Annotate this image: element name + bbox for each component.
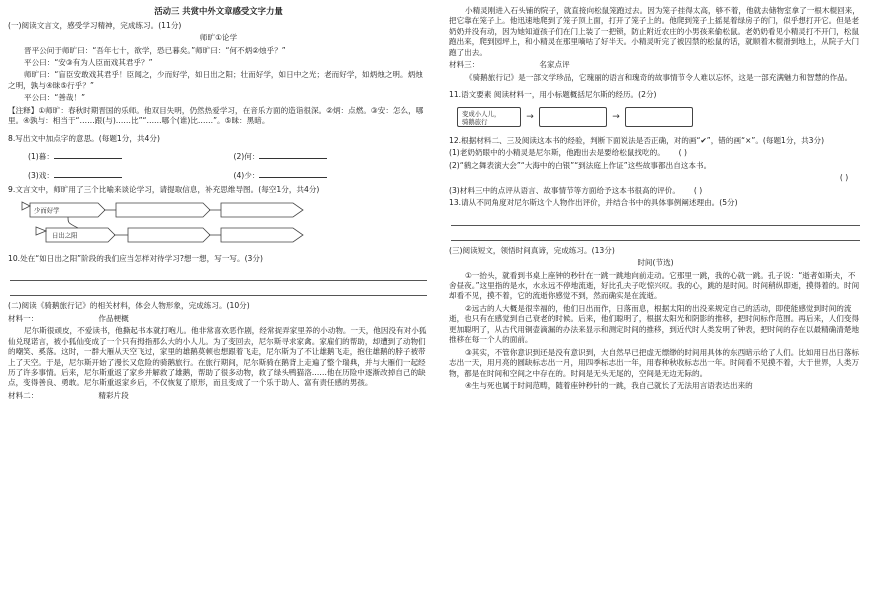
mind-map-label: 少而好学: [34, 206, 60, 215]
mind-map-label: 日出之阳: [52, 231, 78, 240]
question-11: 11.语文要素 阅读材料一，用小标题概括尼尔斯的经历。(2分): [449, 90, 657, 100]
material-title: 名家点评: [539, 60, 570, 70]
material-title: 精彩片段: [98, 390, 129, 400]
q8-item: (4)少：: [234, 169, 430, 181]
arrow-right-icon: →: [526, 111, 534, 122]
q12-item: (3)材料三中的点评从语言、故事情节等方面给予这本书很高的评价。 ( ): [449, 186, 862, 196]
answer-blank[interactable]: [259, 150, 327, 159]
answer-line[interactable]: [451, 226, 860, 241]
material-title: 作品梗概: [98, 313, 129, 323]
mind-map-arrow-box: [221, 203, 303, 217]
flow-box-blank[interactable]: [539, 107, 607, 127]
mind-map-arrow-box: [128, 228, 210, 242]
passage-paragraph: 平公曰：“善哉！”: [24, 93, 86, 103]
activity-title: 活动三 共赏中外文章感受文字力量: [154, 6, 283, 16]
question-8: 8.写出文中加点字的意思。(每题1分，共4分): [8, 133, 160, 143]
right-column: [449, 6, 862, 615]
question-9: 9.文言文中，师旷用了三个比喻来谈论学习，请提取信息，补充思维导图。(每空1分，共4分): [8, 185, 320, 195]
flow-box-blank[interactable]: [625, 107, 693, 127]
passage-paragraph: ①一抬头，就看到书桌上座钟的秒针在一跳一跳地向前走动。它那里一跳，我的心就一跳。孔子说：“逝者如斯夫，不舍昼夜。”这里指的是水，水永远不停地流逝，好比孔夫子吃惊兴叹。我的心，跳的是时间。时间稍纵即逝，摸得着的。时间却看不见，摸不着，它的流逝你感觉不到，然而确实是在流逝。: [449, 270, 860, 301]
q8-item: (3)戏：: [28, 169, 224, 181]
question-10: 10.处在“如日出之阳”阶段的我们应当怎样对待学习?想一想，写一写。(3分): [8, 253, 263, 263]
answer-line[interactable]: [451, 211, 860, 226]
q11-flowchart: [457, 107, 862, 127]
passage-paragraph: ②远古的人大概是很幸福的，他们日出而作，日落而息，根据太阳的出没来规定自己的活动，即使能感觉到时间的流逝，也只有在感觉到自己衰老的时候。后来，他们聪明了，根据太阳光和阴影的推移，把时间标作范围。再后来，人们变得更加聪明了，从古代用铜壶滴漏的办法来显示和测定时间的推移，到近代时人类发明了钟表，把时间的存在以最精确清楚地推移在每一个人的面前。: [449, 303, 860, 345]
judge-paren[interactable]: ( ): [693, 185, 703, 195]
q8-answer-grid: [8, 150, 429, 181]
judge-paren[interactable]: ( ): [678, 148, 687, 158]
judge-paren[interactable]: ( ): [839, 173, 849, 183]
material-one-text: 尼尔斯很顽皮，不爱读书，他撕起书本就打咆儿。他非常喜欢恶作剧，经常捉弄家里养的小动物。一天，他因没有对小狐仙兑现诺言，被小狐仙变成了一个只有拇指那么大的小人儿。为了变回去，尼尔斯寻求家禽。家雇们的帮助，却遭到了动物们的嘲笑、奚落。这时，一群大雁从天空飞过，家里的雄鹅莫顿也想跟着飞走，尼尔斯为了不让雄鹅飞走，抱住雄鹅的脖子被带上了天空。于是，尼尔斯开始了漫长又危险的骑鹅旅行。在旅行期间，尼尔斯骑在鹅背上走遍了整个瑞典，并与大雁们一起经历了许多事情。后来，尼尔斯重返了家乡并解救了雄鹅，帮助了很多动物，救了绿头鸭猫洛……他在历险中逐渐改掉自己的缺点，变得善良、勇敢。尼尔斯重返家乡后，不仅恢复了原形，而且变成了一个乐于助人、富有责任感的男孩。: [8, 326, 427, 388]
passage-paragraph: 平公曰：“安③有为人臣而戏其君乎？”: [24, 58, 153, 67]
material-label: 材料三：: [449, 60, 480, 70]
material-three-header: [449, 60, 862, 70]
mind-map-diagram: [8, 198, 429, 250]
answer-blank[interactable]: [54, 169, 122, 178]
passage-paragraph: 晋平公问于师旷曰：“吾年七十，欲学，恐已暮矣。”师旷曰：“何不炳②烛乎？”: [24, 45, 286, 55]
material-two-text: 小精灵刚进入石头铺的院子，就直接向松鼠笼跑过去。因为笼子挂得太高，够不着，他就去储物室拿了一根木棍回来，把它靠在笼子上。他迅速地爬到了笼子顶上面，打开了笼子上的。他爬到笼子上摇晃着绿房子的门，似乎想打开它。但是老奶奶并没有动，因为她知道孩子们在门上装了一把锁，防止附近农庄的小男孩来偷松鼠。老奶奶看见小精灵打不开门，松鼠跑出来，爬到园坪上，和小精灵在那里嘀咕了好半天。小精灵听完了被囚禁的松鼠的话，就顺着木棍滑到地上，从院子大门跑了出去。: [449, 6, 860, 57]
passage-paragraph: 师旷曰：“盲臣安敢戏其君乎！臣闻之，少而好学，如日出之阳；壮而好学，如日中之光；老而好学，如炳烛之明。炳烛之明，孰与④昧⑤行乎？”: [8, 70, 423, 90]
answer-blank[interactable]: [54, 150, 122, 159]
passage-title: 师旷①论学: [199, 33, 238, 43]
mind-map-arrow-box: [116, 203, 210, 217]
q12-item: (1)老奶奶眼中的小精灵是尼尔斯，他跑出去是要给松鼠找吃的。 ( ): [449, 148, 862, 158]
material-one-header: [8, 314, 429, 324]
flow-box-filled: 变成小人儿， 骑鹅旅行: [457, 107, 521, 127]
arrow-right-icon: →: [612, 111, 620, 122]
passage-title: 时间(节选): [637, 258, 674, 268]
material-two-header: [8, 391, 429, 401]
answer-line[interactable]: [10, 281, 427, 296]
material-three-text: 《骑鹅旅行记》是一部文学珍品，它瑰丽的语言和瑰奇的故事情节令人难以忘怀，这是一部充满魅力和智慧的作品。: [465, 72, 853, 82]
question-12: 12.根据材料二、三及阅读这本书的经验，判断下面说法是否正确，对的画“✔”，错的画“×”。(每题1分，共3分): [449, 135, 825, 145]
passage-paragraph: ③其实，不管你意识到还是没有意识到，大自然早已把虚无缥缈的时间用具体的东西暗示给了人们。比如用日出日落标志出一天，用月亮的圆缺标志出一月，用四季标志出一年，用春种秋收标志出一年。时间看不见摸不着，大于世界，人类万物，都是在时间和空间之中存在的。时间是无头无尾的，空间是无边无际的。: [449, 347, 860, 378]
question-13: 13.请从不同角度对尼尔斯这个人物作出评价，并结合书中的具体事例阐述理由。(5分): [449, 198, 738, 208]
answer-line[interactable]: [10, 266, 427, 281]
left-column: [8, 6, 429, 615]
section-one-heading: (一)阅读文言文，感受学习精神，完成练习。(11分): [8, 20, 182, 30]
q12-item: (2)“鹤之舞表演大会”“大海中的白银”“到法庭上作证”这些故事都出自这本书。: [449, 160, 712, 170]
section-three-heading: (三)阅读短文，领悟时间真谛，完成练习。(13分): [449, 245, 615, 255]
annotation-note: 【注释】①师旷：春秋时期晋国的乐师。他双目失明，仍然热爱学习，在音乐方面的造诣很深。②炳：点燃。③安：怎么，哪里。④孰与：相当于“……跟(与)……比”“……哪个(谁)比……”。⑤昧：黑暗。: [8, 105, 424, 126]
material-label: 材料一：: [8, 313, 39, 323]
answer-blank[interactable]: [259, 169, 327, 178]
mind-map-arrow-box: [221, 228, 303, 242]
q8-item: (1)暮：: [28, 150, 224, 162]
passage-paragraph: ④生与死也属于时间范畴，随着座钟秒针的一跳，我自己就长了无法用言语表达出来的: [465, 381, 753, 391]
material-label: 材料二：: [8, 390, 39, 400]
q8-item: (2)何：: [234, 150, 430, 162]
q12-paren-line: [449, 173, 862, 183]
section-two-heading: (二)阅读《骑鹅旅行记》的相关材料，体会人物形象，完成练习。(10分): [8, 301, 250, 311]
